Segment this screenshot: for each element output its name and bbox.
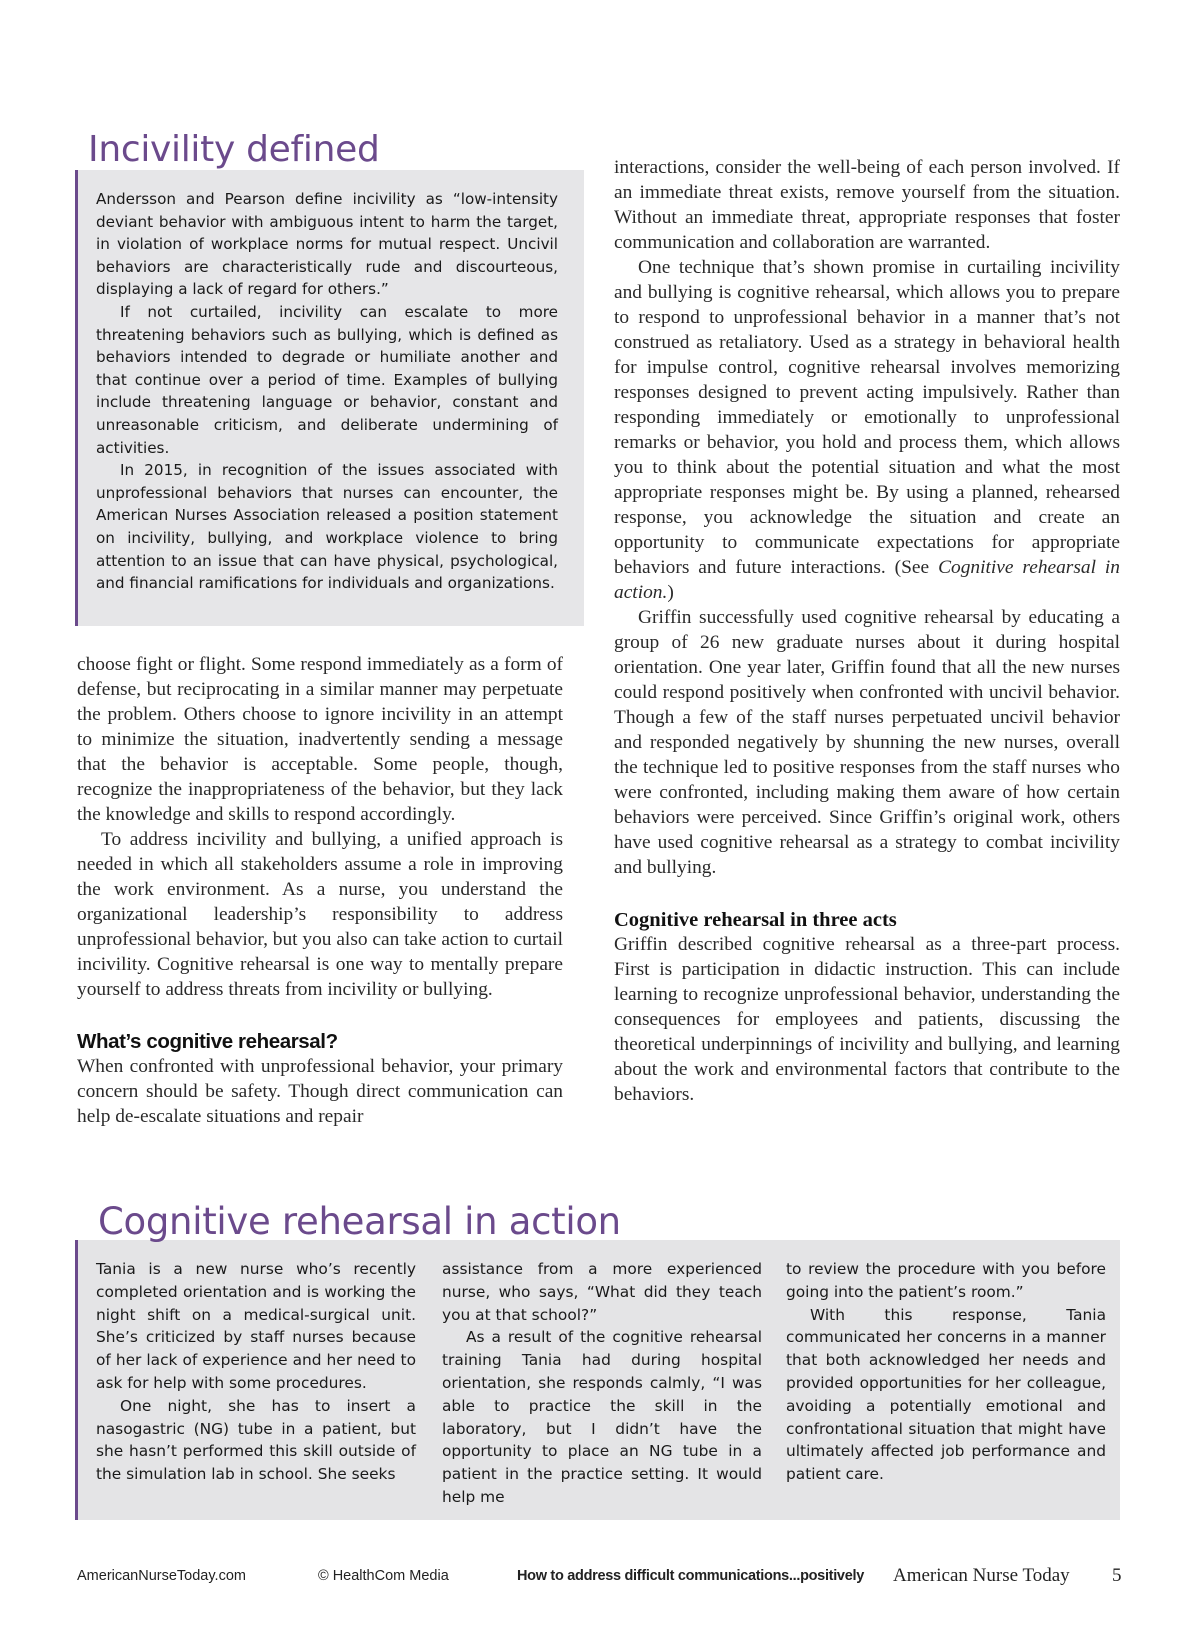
footer-website: AmericanNurseToday.com — [77, 1568, 246, 1584]
body-paragraph — [614, 255, 1120, 605]
sidebar-paragraph: With this response, Tania communicated her concerns in a manner that both acknowledged her needs and provided opportunities for her colleague, avoiding a potentially emotional and confrontational situation that might have ultimately affected job performance and patient care. — [786, 1305, 1106, 1484]
incivility-sidebar-title: Incivility defined — [88, 129, 380, 170]
sidebar-paragraph: As a result of the cognitive rehearsal training Tania had during hospital orientation, she responds calmly, “I was able to practice the skill in the laboratory, but I didn’t have the opportunity to place an NG tube in a patient in the practice setting. It would help me — [442, 1328, 762, 1506]
sidebar-paragraph: One night, she has to insert a nasogastric (NG) tube in a patient, but she hasn’t performed this skill outside of the simulation lab in school. She seeks — [96, 1396, 416, 1484]
action-sidebar-column-3 — [786, 1258, 1106, 1486]
body-paragraph: Griffin described cognitive rehearsal as a three-part process. First is participation in didactic instruction. This can include learning to recognize unprofessional behavior, understanding the consequences for employees and patients, discussing the theoretical underpinnings of incivility and bullying, and learning about the work and environmental factors that contribute to the behaviors. — [614, 934, 1120, 1105]
action-sidebar-title: Cognitive rehearsal in action — [98, 1200, 621, 1243]
page-number: 5 — [1112, 1565, 1122, 1586]
footer-magazine-name: American Nurse Today — [893, 1565, 1070, 1586]
incivility-sidebar-body — [96, 188, 558, 595]
section-heading-three-acts: Cognitive rehearsal in three acts — [614, 909, 897, 931]
incivility-paragraph: Andersson and Pearson define incivility as “low-intensity deviant behavior with ambiguous intent to harm the target, in violation of workplace norms for mutual respect. Uncivil behaviors are characteristically rude and discourteous, displaying a lack of regard for others.” — [96, 190, 558, 299]
body-paragraph: When confronted with unprofessional behavior, your primary concern should be safety. Though direct communication can help de-escalate situations and repair — [77, 1056, 563, 1127]
sidebar-reference-link: Cognitive rehearsal in action. — [614, 557, 1120, 603]
sidebar-paragraph: assistance from a more experienced nurse, who says, “What did they teach you at that school?” — [442, 1260, 762, 1324]
body-paragraph: interactions, consider the well-being of each person involved. If an immediate threat exists, remove yourself from the situation. Without an immediate threat, appropriate responses that foster communication and collaboration are warranted. — [614, 157, 1120, 253]
body-text: One technique that’s shown promise in curtailing incivility and bullying is cognitive rehearsal, which allows you to prepare to respond to unprofessional behavior in a manner that’s not construed as retaliatory. Used as a strategy in behavioral health for impulse control, cognitive rehearsal involves memorizing responses designed to prevent acting impulsively. Rather than responding immediately or emotionally to unprofessional remarks or behavior, you hold and process them, which allows you to think about the potential situation and what the most appropriate responses might be. By using a planned, rehearsed response, you acknowledge the situation and create an opportunity to communicate expectations for appropriate behaviors and future interactions. (See — [614, 257, 1120, 578]
sidebar-paragraph: Tania is a new nurse who’s recently completed orientation and is working the night shift on a medical-surgical unit. She’s criticized by staff nurses because of her lack of experience and her need to ask for help with some procedures. — [96, 1260, 416, 1392]
right-column — [614, 155, 1120, 1107]
footer-copyright: © HealthCom Media — [318, 1568, 449, 1584]
footer-topic: How to address difficult communications...positively — [517, 1568, 864, 1584]
body-paragraph: choose fight or flight. Some respond immediately as a form of defense, but reciprocating in a similar manner may perpetuate the problem. Others choose to ignore incivility in an attempt to minimize the situation, inadvertently sending a message that the behavior is acceptable. Some people, though, recognize the inappropriateness of the behavior, but they lack the knowledge and skills to respond accordingly. — [77, 654, 563, 825]
left-column — [77, 652, 563, 1129]
section-heading-whats-cognitive-rehearsal: What’s cognitive rehearsal? — [77, 1030, 338, 1053]
incivility-paragraph: If not curtailed, incivility can escalate to more threatening behaviors such as bullying, which is defined as behaviors intended to degrade or humiliate another and that continue over a period of time. Examples of bullying include threatening language or behavior, constant and unreasonable criticism, and deliberate undermining of activities. — [96, 302, 558, 457]
body-paragraph: Griffin successfully used cognitive rehearsal by educating a group of 26 new graduate nurses about it during hospital orientation. One year later, Griffin found that all the new nurses could respond positively when confronted with uncivil behavior. Though a few of the staff nurses perpetuated uncivil behavior and responded negatively by shunning the new nurses, overall the technique led to positive responses from the staff nurses who were confronted, including making them aware of how certain behaviors were perceived. Since Griffin’s original work, others have used cognitive rehearsal as a strategy to combat incivility and bullying. — [614, 607, 1120, 878]
sidebar-paragraph: to review the procedure with you before going into the patient’s room.” — [786, 1260, 1106, 1301]
action-sidebar-column-1 — [96, 1258, 416, 1486]
body-paragraph: To address incivility and bullying, a unified approach is needed in which all stakeholders assume a role in improving the work environment. As a nurse, you understand the organizational leadership’s responsibility to address unprofessional behavior, but you also can take action to curtail incivility. Cognitive rehearsal is one way to mentally prepare yourself to address threats from incivility or bullying. — [77, 829, 563, 1000]
incivility-paragraph: In 2015, in recognition of the issues associated with unprofessional behaviors that nurses can encounter, the American Nurses Association released a position statement on incivility, bullying, and workplace violence to bring attention to an issue that can have physical, psychological, and financial ramifications for individuals and organizations. — [96, 461, 558, 593]
action-sidebar-column-2 — [442, 1258, 762, 1509]
body-text: ) — [667, 582, 674, 603]
